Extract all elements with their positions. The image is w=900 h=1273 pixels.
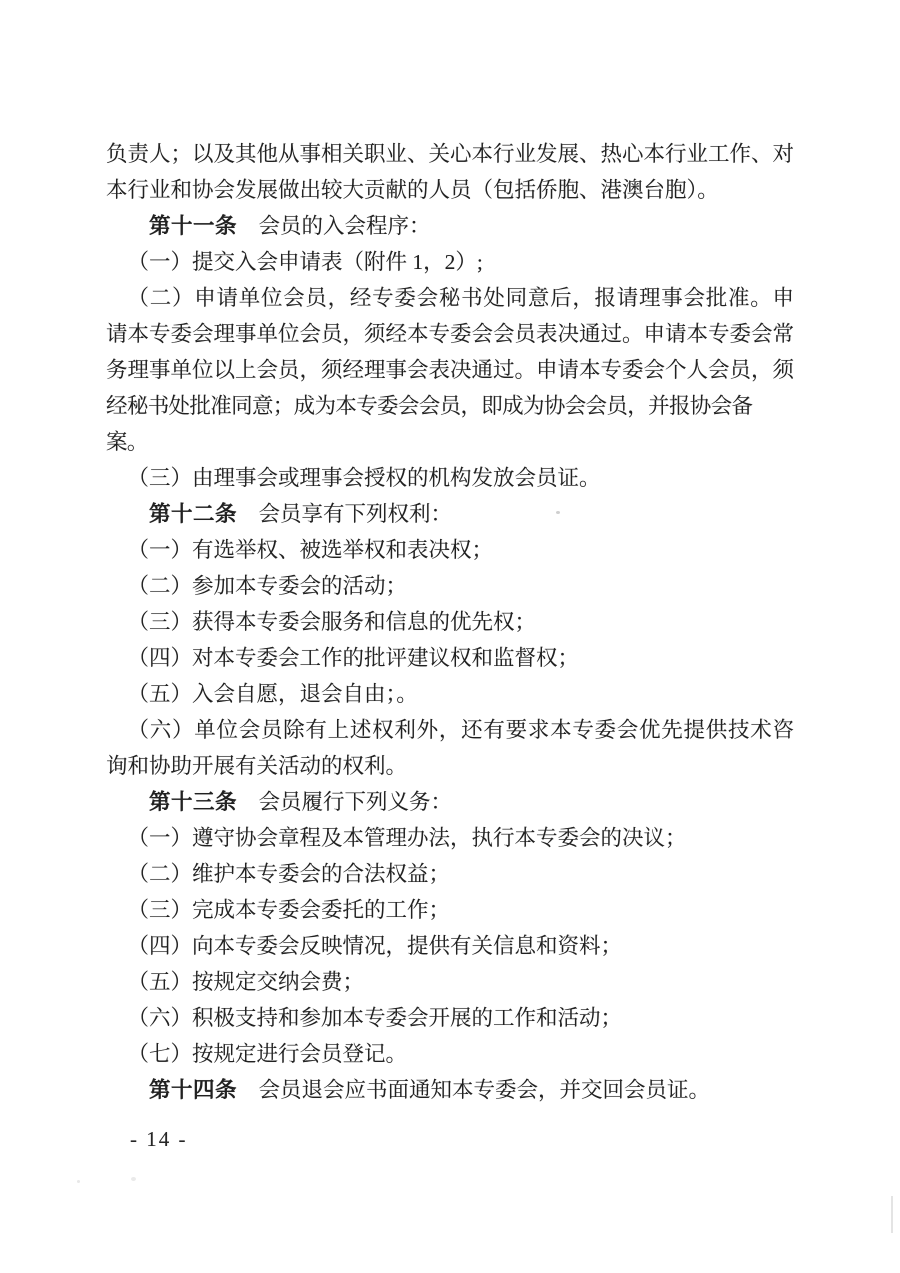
text-line [106, 640, 794, 676]
text-line [106, 172, 794, 208]
line-text: （一）有选举权、被选举权和表决权； [127, 538, 494, 562]
scan-artifact-line [891, 1196, 893, 1233]
text-line [106, 892, 794, 928]
text-line [106, 964, 794, 1000]
line-text: （二）维护本专委会的合法权益； [127, 862, 451, 886]
page-number: - 14 - [130, 1127, 188, 1151]
line-text: 会员享有下列权利： [258, 502, 453, 526]
text-line [106, 676, 794, 712]
line-text: 会员的入会程序： [258, 214, 431, 238]
text-line [106, 280, 794, 316]
line-text: 经秘书处批准同意；成为本专委会会员，即成为协会会员，并报协会备案。 [106, 394, 753, 454]
line-text: （三）完成本专委会委托的工作； [127, 898, 451, 922]
line-text: 负责人；以及其他从事相关职业、关心本行业发展、热心本行业工作、对 [106, 142, 795, 166]
text-line [106, 1072, 794, 1108]
line-text: （四）向本专委会反映情况，提供有关信息和资料； [127, 934, 623, 958]
scan-speck [131, 1177, 136, 1181]
article-number: 第十三条 [149, 790, 238, 814]
text-line [106, 352, 794, 388]
text-line [106, 928, 794, 964]
line-text: （三）获得本专委会服务和信息的优先权； [127, 610, 537, 634]
scan-speck [556, 511, 560, 514]
text-line [106, 532, 794, 568]
text-line [106, 820, 794, 856]
text-line [106, 388, 794, 460]
line-text: （二）参加本专委会的活动； [127, 574, 408, 598]
text-line [106, 856, 794, 892]
text-line [106, 460, 794, 496]
text-line [106, 1036, 794, 1072]
text-line [106, 748, 794, 784]
document-body [106, 136, 794, 1108]
article-number: 第十一条 [149, 214, 238, 238]
article-number: 第十二条 [149, 502, 238, 526]
text-line [106, 604, 794, 640]
article-number: 第十四条 [149, 1078, 238, 1102]
line-text: 本行业和协会发展做出较大贡献的人员（包括侨胞、港澳台胞）。 [106, 178, 719, 202]
text-line [106, 208, 794, 244]
text-line [106, 136, 794, 172]
line-text: （二）申请单位会员，经专委会秘书处同意后，报请理事会批准。申 [127, 286, 794, 310]
text-line [106, 496, 794, 532]
line-text: 会员退会应书面通知本专委会，并交回会员证。 [258, 1078, 711, 1102]
line-text: （一）遵守协会章程及本管理办法，执行本专委会的决议； [127, 826, 687, 850]
line-text: （七）按规定进行会员登记。 [127, 1042, 408, 1066]
line-text: （三）由理事会或理事会授权的机构发放会员证。 [127, 466, 601, 490]
text-line [106, 568, 794, 604]
text-line [106, 1000, 794, 1036]
text-line [106, 784, 794, 820]
scan-speck [77, 1180, 80, 1183]
line-text: 务理事单位以上会员，须经理事会表决通过。申请本专委会个人会员，须 [106, 358, 795, 382]
line-text: （五）入会自愿，退会自由；。 [127, 682, 418, 706]
line-text: 请本专委会理事单位会员，须经本专委会会员表决通过。申请本专委会常 [106, 322, 795, 346]
line-text: （六）单位会员除有上述权利外，还有要求本专委会优先提供技术咨 [127, 718, 794, 742]
line-text: （一）提交入会申请表（附件 1，2）; [127, 250, 483, 274]
line-text: （五）按规定交纳会费； [127, 970, 365, 994]
line-text: （六）积极支持和参加本专委会开展的工作和活动； [127, 1006, 623, 1030]
text-line [106, 316, 794, 352]
line-text: 询和协助开展有关活动的权利。 [106, 754, 408, 778]
text-line [106, 712, 794, 748]
line-text: 会员履行下列义务： [258, 790, 453, 814]
line-text: （四）对本专委会工作的批评建议权和监督权； [127, 646, 580, 670]
text-line [106, 244, 794, 280]
